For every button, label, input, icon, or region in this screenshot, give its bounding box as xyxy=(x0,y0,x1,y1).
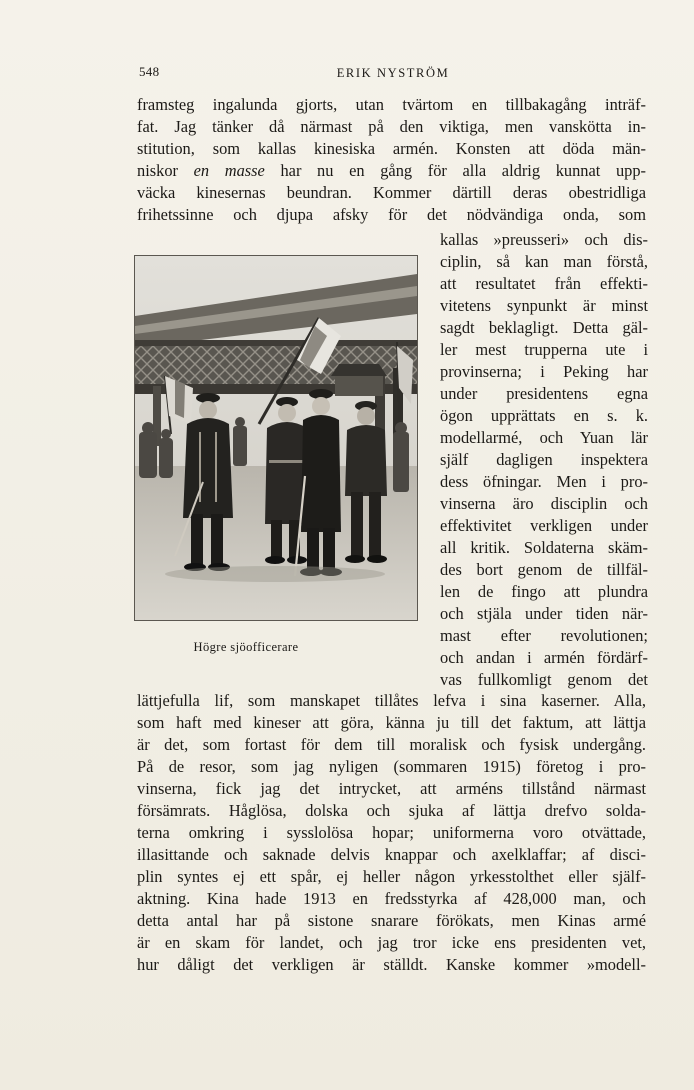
side-text-line: vas fullkomligt genom det xyxy=(440,670,648,689)
text-line: väcka kinesernas beundran. Kommer därtill deras obestridliga xyxy=(137,183,646,202)
text-line: fat. Jag tänker då närmast på den viktiga, men vanskötta in- xyxy=(137,117,646,136)
text-line: hur dåligt det verkligen är ställdt. Kanske kommer »modell- xyxy=(137,955,646,974)
text-line: framsteg ingalunda gjorts, utan tvärtom en tillbakagång inträf- xyxy=(137,95,646,114)
photograph-naval-officers xyxy=(134,255,418,621)
running-head: ERIK NYSTRÖM xyxy=(336,66,450,80)
side-text-line: under presidentens egna xyxy=(440,384,648,403)
text-line: terna omkring i sysslolösa hopar; uniformerna voro otvättade, xyxy=(137,823,646,842)
text-line: är det, som fortast för dem till moralisk och fysisk undergång. xyxy=(137,735,646,754)
side-text-line: kallas »preusseri» och dis- xyxy=(440,230,648,249)
side-text-line: ler mest trupperna ute i xyxy=(440,340,648,359)
text-line: På de resor, som jag nyligen (sommaren 1915) företog i pro- xyxy=(137,757,646,776)
side-text-line: dess öfningar. Men i pro- xyxy=(440,472,648,491)
side-text-line: att resultatet från effekti- xyxy=(440,274,648,293)
text-line: plin syntes ej ett spår, ej heller någon yrkesstolthet eller själf- xyxy=(137,867,646,886)
text-line: detta antal har på sistone snarare förökats, men Kinas armé xyxy=(137,911,646,930)
italic-phrase: en masse xyxy=(193,161,265,180)
side-text-line: ciplin, så kan man förstå, xyxy=(440,252,648,271)
side-text-line: vinserna äro disciplin och xyxy=(440,494,648,513)
page-number: 548 xyxy=(139,64,160,79)
text-line: lättjefulla lif, som manskapet tillåtes lefva i sina kaserner. Alla, xyxy=(137,691,646,710)
text-line: frihetssinne och djupa afsky för det nödvändiga onda, som xyxy=(137,205,646,224)
side-text-line: modellarmé, och Yuan lär xyxy=(440,428,648,447)
text-line: stitution, som kallas kinesiska armén. Konsten att döda män- xyxy=(137,139,646,158)
side-text-line: sagdt beklagligt. Detta gäl- xyxy=(440,318,648,337)
text-line: försämrats. Håglösa, dolska och sjuka af lättja drefvo solda- xyxy=(137,801,646,820)
side-text-line: len de fingo att plundra xyxy=(440,582,648,601)
text-line: vinserna, fick jag det intrycket, att arméns tillstånd närmast xyxy=(137,779,646,798)
figure-caption: Högre sjöofficerare xyxy=(193,640,299,654)
side-text-line: och stjäla under tiden när- xyxy=(440,604,648,623)
text-line-end: har nu en gång för alla aldrig kunnat upp- xyxy=(264,161,646,180)
side-text-line: själf dagligen inspektera xyxy=(440,450,648,469)
side-text-line: des bort genom de tillfäl- xyxy=(440,560,648,579)
text-line: aktning. Kina hade 1913 en fredsstyrka af 428,000 man, och xyxy=(137,889,646,908)
text-line: som haft med kineser att göra, känna ju till det faktum, att lättja xyxy=(137,713,646,732)
side-text-line: ögon upprättats en s. k. xyxy=(440,406,648,425)
side-text-line: och andan i armén fördärf- xyxy=(440,648,648,667)
side-text-line: effektivitet verkligen under xyxy=(440,516,648,535)
text-line-start: niskor xyxy=(137,161,194,180)
text-line: är en skam för landet, och jag tror icke ens presidenten vet, xyxy=(137,933,646,952)
side-text-line: vitetens synpunkt är minst xyxy=(440,296,648,315)
side-text-line: all kritik. Soldaterna skäm- xyxy=(440,538,648,557)
text-line: illasittande och saknade delvis knappar och axelklaffar; af disci- xyxy=(137,845,646,864)
text-line xyxy=(137,160,646,181)
side-text-line: provinserna; i Peking har xyxy=(440,362,648,381)
side-text-line: mast efter revolutionen; xyxy=(440,626,648,645)
